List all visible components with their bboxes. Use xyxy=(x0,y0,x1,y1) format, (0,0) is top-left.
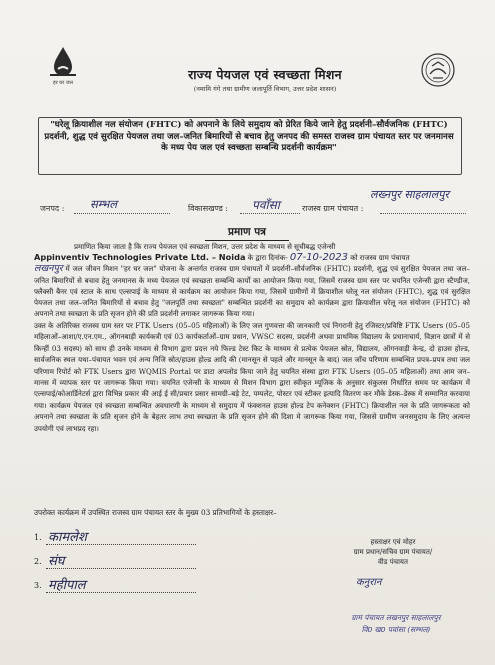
signature-number: 2. xyxy=(34,557,42,566)
stamp-line-1: ग्राम पंचायत लखनपुर साहलालपुर xyxy=(351,613,441,622)
panchayat-stamp xyxy=(308,612,484,636)
signature-name: महीपाल xyxy=(48,578,86,593)
janpad-value: सम्भल xyxy=(90,197,118,211)
logo-caption: हर घर जल xyxy=(53,80,73,86)
para1-body: में जल जीवन मिशन "हर घर जल" योजना के अन्तर्गत राजस्व ग्राम पंचायतों में प्रदर्शनी–सौर्वजनिक (FHTC) प्रदर्शनी, शुद्ध एवं सुरक्षित पेयजल तथा जल–जनित बिमारियों से बचाव हेतु जनमानस के मध्य पेयजल एवं स्वच्छता सम्बन्धि कार्यों का आयोजन किया गया, जिसमें राजस्व ग्राम स्तर पर चयनित एजेन्सी द्वारा स्टैण्डीज, फ्लैक्सी बैनर एवं स्टाल के साथ एल्सपाई के माध्यम से कार्यक्रम का आयोजन किया गया, जिसमें ग्रामीणों में क्रियाशील घरेलू नल संयोजन (FHTC), शुद्ध एवं सुरक्षित पेयजल तथा जल–जनित बिमारियों से बचाव हेतु "जलपूर्ति तथा स्वच्छता" सम्बन्धित प्रदर्शनी का समुदाय को कार्यक्रम द्वारा क्रियाशील घरेलू नल संयोजन (FHTC) को अपनाने तथा स्वच्छता के प्रति सृजन होने की प्रति प्रदर्शनी लगाकर जागरूक किया गया। xyxy=(34,264,470,319)
state-emblem-icon xyxy=(420,52,456,88)
signature-name: कामलेश xyxy=(48,530,87,545)
signature-row xyxy=(34,527,204,549)
vikaskhand-value: पवाँसा xyxy=(252,198,280,212)
janpad-line xyxy=(74,212,170,214)
authority-initials: कनुरान xyxy=(356,577,382,588)
para1-gram-label: को राजस्व ग्राम पंचायत xyxy=(350,253,410,263)
authority-title-2: वीड पंचायत xyxy=(378,558,408,566)
participants-note: उपरोक्त कार्यक्रम में उपस्थित राजस्व ग्राम पंचायत स्तर के मुख्य 03 प्रतिभागियों के हस्ताक्षर– xyxy=(34,508,277,517)
stamp-line-2: वि0 ख0 पवांसा (सम्भल) xyxy=(361,625,431,634)
header-title: राज्य पेयजल एवं स्वच्छता मिशन xyxy=(188,67,342,82)
signature-row xyxy=(34,551,204,573)
signature-number: 1. xyxy=(34,533,42,542)
gram-panchayat-line xyxy=(380,212,466,214)
gram-panchayat-label: राजस्व ग्राम पंचायत : xyxy=(302,204,364,213)
village-name: लखनपुर xyxy=(34,263,63,275)
gram-panchayat-value: लख्नपुर साहलालपुर xyxy=(370,188,449,201)
location-fields xyxy=(40,188,470,219)
signature-row xyxy=(34,575,204,597)
certificate-title: प्रमाण पत्र xyxy=(205,225,289,241)
vikaskhand-label: विकासखण्ड : xyxy=(188,204,229,213)
program-date: 07-10-2023 xyxy=(289,252,348,264)
authority-signature-block xyxy=(298,537,488,567)
har-ghar-jal-logo-icon xyxy=(44,44,82,82)
signature-name: संघ xyxy=(48,554,65,569)
certificate-paragraph-2: उक्त के अतिरिक्त राजस्व ग्राम स्तर पर FTK Users (05–05 महिलाओं) के लिए जल गुणवत्ता की जानकारी एवं निगरानी हेतु रजिस्टर/प्रविष्टि FTK Users (05–05 महिलाओं–आशा/ए.एन.एम., ऑगनबाड़ी कार्यकत्री एवं 03 कार्यकर्ताओं–ग्राम प्रधान, VWSC सदस्य, प्रदर्शनी अथवा प्राथमिक विद्यालय के प्रधानाचार्य, विज्ञान छात्रों में से किन्हीं 03 सदस्य) को साथ ही उनके माध्यम से विभाग द्वारा प्रदत्त नये फिल्ड टेस्ट किट के माध्यम से प्रत्येक पेयजल स्रोत, विद्यालय, ऑगनवाड़ी केन्द्र, दो हाउस होल्ड, सार्वजनिक स्थल यथा–पंचायत भवन एवं अन्य निजि स्रोत/हाउस होल्ड आदि की (मानसून से पहले और मानसून के बाद) जल जाँच परिणाम सम्बन्धित प्रपत्र–प्रपत्र तथा जल परिणाम रिपोर्ट को FTK Users द्वारा WQMIS Portal पर डाटा अपलोड किया जाने हेतु चयनित संस्था द्वारा FTK Users (05–05 महिलाओं) तथा आम जन–मानस में व्यापक स्तर पर जागरूक किया गया। चयनित एजेन्सी के माध्यम से मिशन विभाग द्वारा स्वीकृत म्यूजिक के अनुसार संकुलस निर्धारित समय पर कार्यक्रम में एल्सपाई/कोआर्डिनेटर्स द्वारा विभिन्न प्रकार की आई ई सी/प्रचार प्रसार सामग्री–बड़े टेट, पम्पलेट, पोस्टर एवं स्टीकर इत्यादि वितरण कर मौके डेस्क–डेस्क में सम्मानित करवाया गया। कार्यक्रम पेयजल एवं स्वच्छता सम्बन्धित अवधारणी के माध्यम से समुदाय में फंक्शनल हाउस होल्ड टेप कनेक्शन (FHTC) क्रियाशील नल के प्रति जागरूकता को अपनाने तथा स्वच्छता के प्रति सृजन होने के बेहतर लाभ तथा स्वच्छता के प्रति सृजन होने की दिशा मे जागरूक किया गया, जिससे ग्रामीण जनसमुदाय के लिए अत्यन्त उपयोगी एवं लाभप्रद रहा। xyxy=(34,321,470,433)
signature-number: 3. xyxy=(34,581,42,590)
authority-title: ग्राम प्रधान/सचिव ग्राम पंचायत/ xyxy=(353,548,433,556)
janpad-label: जनपद : xyxy=(40,204,65,213)
certificate-paragraph-1 xyxy=(34,241,470,319)
para1-intro: प्रमाणित किया जाता है कि राज्य पेयजल एवं स्वच्छता मिशन, उत्तर प्रदेश के माध्यम से सूचीबद्ध एजेन्सी xyxy=(74,242,336,251)
para1-date-label: के द्वारा दिनांक- xyxy=(247,253,288,263)
header-subtitle: (नमामि गंगे तथा ग्रामीण जलापूर्ति विभाग, उत्तर प्रदेश शासन) xyxy=(193,85,337,93)
agency-name: Appinventiv Technologies Private Ltd. – Noida xyxy=(34,252,246,263)
signature-seal-label: हस्ताक्षर एवं मोहर xyxy=(370,538,416,546)
program-title-text: "घरेलू क्रियाशील नल संयोजन (FHTC) को अपनाने के लिये समुदाय को प्रेरित किये जाने हेतु प्रदर्शनी–सौर्वजनिक (FHTC) प्रदर्शनी, शुद्ध एवं सुरक्षित पेयजल तथा जल–जनित बिमारियों से बचाव हेतु जनपद की समस्त राजस्व ग्राम पंचायत स्तर पर जनमानस के मध्य पेय जल एवं स्वच्छता सम्बन्धि प्रदर्शनी कार्यक्रम" xyxy=(44,120,454,154)
signature-line xyxy=(46,568,196,569)
